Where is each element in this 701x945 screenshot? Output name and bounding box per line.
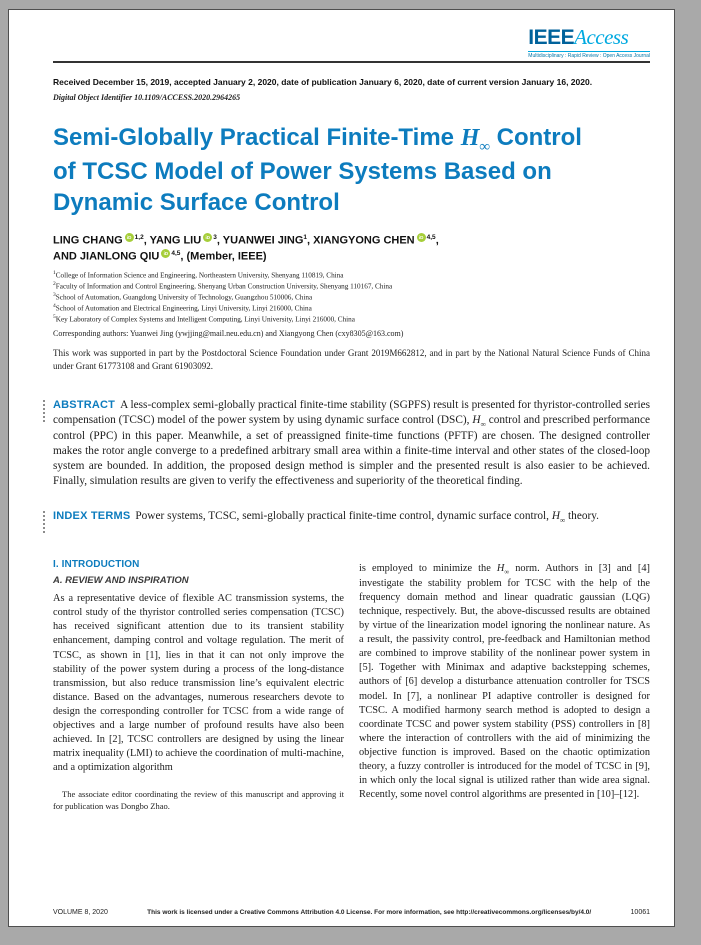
h-infinity-symbol: $H_\infty$: [460, 125, 490, 155]
section-heading-introduction: I. INTRODUCTION: [53, 558, 140, 570]
associate-editor-footnote: The associate editor coordinating the review of this manuscript and approving it for publication was Dongbo Zhao.: [53, 789, 344, 811]
left-column: [53, 558, 344, 813]
page-footer: [53, 909, 650, 916]
license-statement: This work is licensed under a Creative Commons Attribution 4.0 License. For more information, see http://creativecommons.org/licenses/by/4.0/: [147, 909, 592, 916]
intro-paragraph-right: is employed to minimize the $H_\infty$ norm. Authors in [3] and [4] investigate the stability problem for TCSC with the help of the frequency domain method and linear quadratic gaussian (LQG) technique, respectively. But, the above-discussed results are obtained by virtue of the linearization model ignoring the nonlinear nature. As a result, the passivity control, pre-feedback and Hamiltonian method are combined to improve stability of the nonlinear power system in [5]. Together with Minimax and adaptive backstepping schemes, authors of [6] develop a disturbance attenuation controller for TSCS model. In [7], a nonlinear PI adaptive controller is designed for TCSC. A modified harmony search method is adopted to design a coordinate TCSC and power system stability (PSS) controllers in [8] where the interaction of controllers with the aid of minimizing the objective function is improved. Based on the chaotic optimization theory, a fuzzy controller is introduced for the model of TCSC in [9], in which only the local signal is utilized rather than wide area signal. Recently, some novel control algorithms are presented in [10]–[12].: [359, 562, 650, 800]
affiliation-line: [53, 270, 650, 281]
author-affil-sup: 1: [303, 234, 308, 242]
author-separator: ,: [435, 234, 439, 247]
email-link[interactable]: cxy8305@163.com: [338, 329, 401, 339]
corresponding-text: ) and Xiangyong Chen (: [260, 329, 339, 339]
doi-line: Digital Object Identifier 10.1109/ACCESS.2020.2964265: [53, 93, 241, 102]
h-infinity-symbol: $H_\infty$: [496, 562, 510, 576]
affiliation-sup: 3: [53, 291, 56, 298]
ieee-logo-text: IEEE: [528, 26, 575, 49]
author-affil-sup: 4,5: [171, 249, 181, 257]
member-designation: , (Member, IEEE): [180, 250, 267, 263]
affiliation-text: Faculty of Information and Control Engineering, Shenyang Urban Construction University, Shenyang 110167, China: [55, 282, 393, 291]
title-line3: Dynamic Surface Control: [53, 188, 340, 216]
email-link[interactable]: ywjjing@mail.neu.edu.cn: [178, 329, 261, 339]
affiliation-text: Key Laboratory of Complex Systems and Intelligent Computing, Linyi University, Linyi 216000, China: [55, 314, 355, 323]
index-terms-section: [53, 509, 650, 525]
author-separator: ,: [307, 234, 314, 247]
header-divider: [53, 61, 650, 63]
title-line2: of TCSC Model of Power Systems Based on: [53, 157, 552, 185]
affiliation-line: [53, 281, 650, 292]
orcid-icon[interactable]: [125, 233, 134, 242]
affiliation-sup: 2: [53, 281, 56, 288]
corresponding-text: Corresponding authors: Yuanwei Jing (: [53, 329, 179, 339]
author-list: [53, 233, 650, 264]
abstract-text: A less-complex semi-globally practical finite-time stability (SGPFS) result is presented for thyristor-controlled series compensation (TCSC) model of the power system by using dynamic surface control (DSC), $H_\infty$ control and prescribed performance control (PPC) in this paper. Meanwhile, a set of preassigned finite-time functions (PFTF) are chosen. The designed controller makes the rotor angle converge to a predefined arbitrary small area within a finite-time interval and other states of the closed-loop system are bounded. In addition, the proposed design method is simpler and the presented result is also easier to be achieved. Finally, simulation results are given to verify the effectiveness and superiority of the theoretical finding.: [53, 398, 650, 487]
logo-tagline: Multidisciplinary : Rapid Review : Open Access Journal: [528, 53, 650, 59]
page-header: [53, 23, 650, 61]
affiliation-sup: 5: [53, 313, 56, 320]
affiliation-text: School of Automation, Guangdong University of Technology, Guangzhou 510006, China: [55, 293, 313, 302]
author-name: YANG LIU: [149, 234, 202, 247]
h-infinity-symbol: $H_\infty$: [472, 413, 486, 428]
affiliation-line: [53, 292, 650, 303]
access-logo-text: Access: [574, 25, 629, 49]
abstract-section: [53, 398, 650, 489]
author-affil-sup: 4,5: [426, 234, 436, 242]
corresponding-authors-line: [53, 329, 650, 338]
orcid-icon-label: iD: [205, 235, 210, 241]
author-name: YUANWEI JING: [222, 234, 304, 247]
authors-line-2: [53, 249, 650, 265]
author-separator: ,: [216, 234, 223, 247]
index-terms-text: Power systems, TCSC, semi-globally practical finite-time control, dynamic surface control, $H_\infty$ theory.: [135, 509, 599, 525]
author-name: JIANLONG QIU: [79, 250, 160, 263]
orcid-icon-label: iD: [163, 250, 169, 256]
affiliation-sup: 4: [53, 302, 56, 309]
author-separator: ,: [143, 234, 150, 247]
ieee-access-logo: [528, 25, 650, 59]
funding-statement: This work was supported in part by the Postdoctoral Science Foundation under Grant 2019M662812, and in part by the National Natural Science Funds of China under Grant 61773108 and Grant 61903092.: [53, 348, 650, 371]
license-url-link[interactable]: http://creativecommons.org/licenses/by/4.0/: [456, 909, 592, 916]
body-columns: [53, 558, 650, 813]
orcid-icon[interactable]: [417, 233, 426, 242]
affiliation-text: College of Information Science and Engineering, Northeastern University, Shenyang 110819, China: [55, 271, 344, 280]
abstract-label: ABSTRACT: [53, 398, 116, 411]
paper-page: [8, 9, 675, 927]
intro-paragraph-left: As a representative device of flexible AC transmission systems, the control study of the thyristor controlled series compensation (TCSC) has received significant attention due to its transient stability enhancement, damping control and voltage regulation. The merit of TCSC, as shown in [1], lies in that it can not only improve the stability of the power system during a process of the long-distance transmission, but also reduce transmission line’s equivalent electric distance. Based on the advantages, numerous researchers devote to design the corresponding controller for TCSC from a wide range of objectives and a large number of profound results have also been achieved. In [2], TCSC controllers are designed by using the linear matrix inequality (LMI) to achieve the coordination of multi-machine, and a optimization algorithm: [53, 593, 344, 774]
affiliation-text: School of Automation and Electrical Engineering, Linyi University, Linyi 216000, China: [55, 304, 312, 313]
affiliation-sup: 1: [53, 270, 56, 277]
volume-label: VOLUME 8, 2020: [53, 909, 108, 916]
received-line: Received December 15, 2019, accepted January 2, 2020, date of publication January 6, 2020, date of current version January 16, 2020.: [53, 77, 593, 87]
subsection-heading-review: A. REVIEW AND INSPIRATION: [53, 575, 189, 587]
author-and: AND: [53, 250, 80, 263]
orcid-icon[interactable]: [203, 233, 212, 242]
orcid-icon-label: iD: [126, 235, 132, 241]
paper-title: [53, 123, 650, 218]
h-infinity-symbol: $H_\infty$: [551, 509, 566, 525]
title-line1: Semi-Globally Practical Finite-Time $H_\infty$ Control: [53, 124, 582, 155]
affiliation-line: [53, 314, 650, 325]
corresponding-text: ): [400, 329, 404, 339]
authors-line-1: [53, 233, 650, 249]
index-terms-label: INDEX TERMS: [53, 509, 131, 522]
author-name: LING CHANG: [53, 234, 123, 247]
affiliation-list: [53, 270, 650, 324]
author-affil-sup: 3: [213, 234, 217, 242]
orcid-icon-label: iD: [418, 235, 424, 241]
page-number: 10061: [630, 909, 650, 916]
author-affil-sup: 1,2: [134, 234, 144, 242]
right-column: [359, 558, 650, 813]
orcid-icon[interactable]: [161, 249, 170, 258]
author-name: XIANGYONG CHEN: [313, 234, 415, 247]
affiliation-line: [53, 303, 650, 314]
logo-wordmark: [528, 25, 650, 50]
